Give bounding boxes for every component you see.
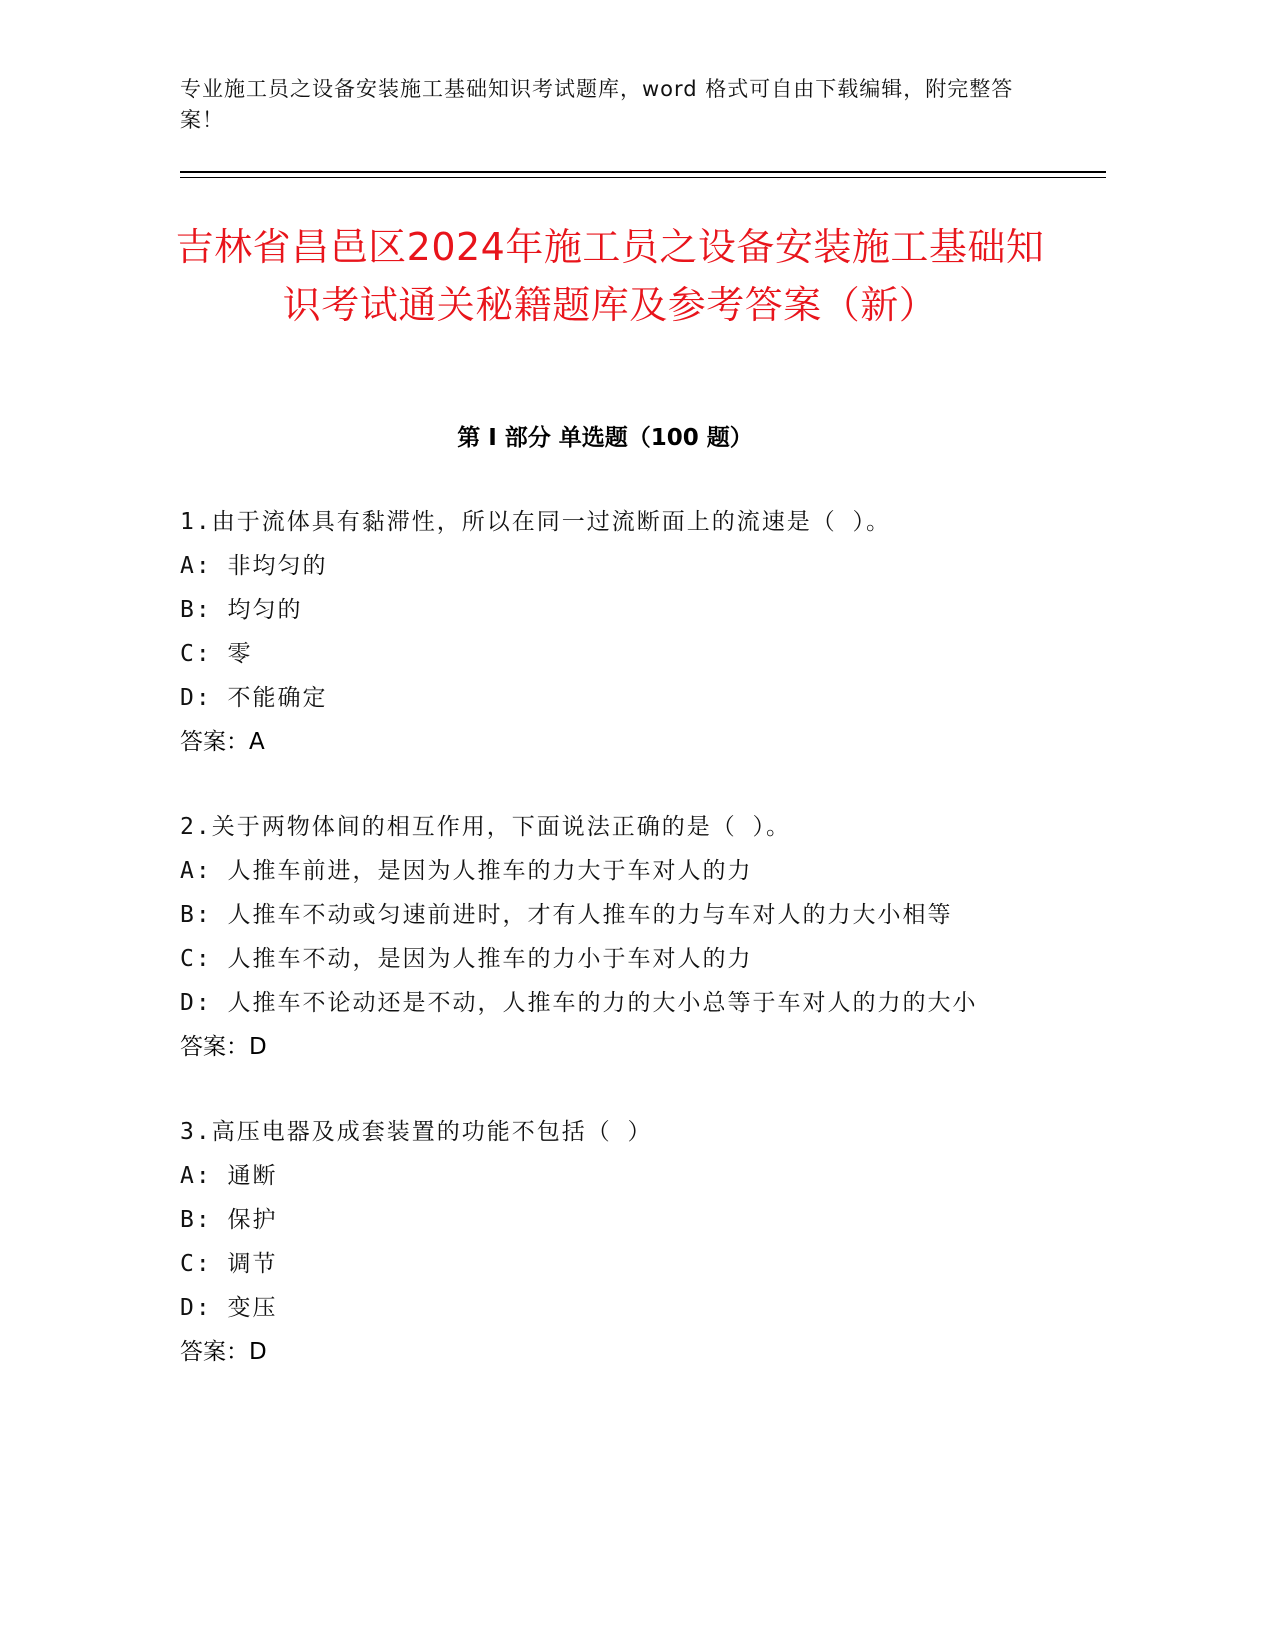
question-stem: 2.关于两物体间的相互作用，下面说法正确的是（ ）。 bbox=[180, 814, 792, 840]
header-divider-thin bbox=[180, 177, 1106, 178]
option-c: C: 零 bbox=[180, 641, 253, 667]
option-a: A: 非均匀的 bbox=[180, 553, 328, 579]
answer-line: 答案：D bbox=[180, 1339, 267, 1365]
section-heading: 第 I 部分 单选题（100 题） bbox=[457, 425, 753, 451]
question-stem: 3.高压电器及成套装置的功能不包括（ ） bbox=[180, 1119, 653, 1145]
header-note: 专业施工员之设备安装施工基础知识考试题库，word 格式可自由下载编辑，附完整答案！ bbox=[180, 77, 1014, 132]
document-title: 吉林省昌邑区2024年施工员之设备安装施工基础知识考试通关秘籍题库及参考答案（新） bbox=[175, 225, 1045, 327]
option-d: D: 不能确定 bbox=[180, 685, 328, 711]
question-stem: 1.由于流体具有黏滞性，所以在同一过流断面上的流速是（ ）。 bbox=[180, 509, 892, 535]
option-c: C: 调节 bbox=[180, 1251, 278, 1277]
header-divider-thick bbox=[180, 171, 1106, 173]
option-b: B: 保护 bbox=[180, 1207, 278, 1233]
question-1 bbox=[180, 500, 1040, 764]
option-b: B: 人推车不动或匀速前进时，才有人推车的力与车对人的力大小相等 bbox=[180, 902, 953, 928]
question-3 bbox=[180, 1110, 1040, 1374]
option-b: B: 均匀的 bbox=[180, 597, 303, 623]
question-list bbox=[180, 500, 1040, 1374]
option-c: C: 人推车不动，是因为人推车的力小于车对人的力 bbox=[180, 946, 753, 972]
answer-line: 答案：D bbox=[180, 1034, 267, 1060]
question-2 bbox=[180, 805, 1040, 1069]
option-a: A: 通断 bbox=[180, 1163, 278, 1189]
answer-line: 答案：A bbox=[180, 729, 265, 755]
option-d: D: 人推车不论动还是不动，人推车的力的大小总等于车对人的力的大小 bbox=[180, 990, 978, 1016]
option-a: A: 人推车前进，是因为人推车的力大于车对人的力 bbox=[180, 858, 753, 884]
option-d: D: 变压 bbox=[180, 1295, 278, 1321]
